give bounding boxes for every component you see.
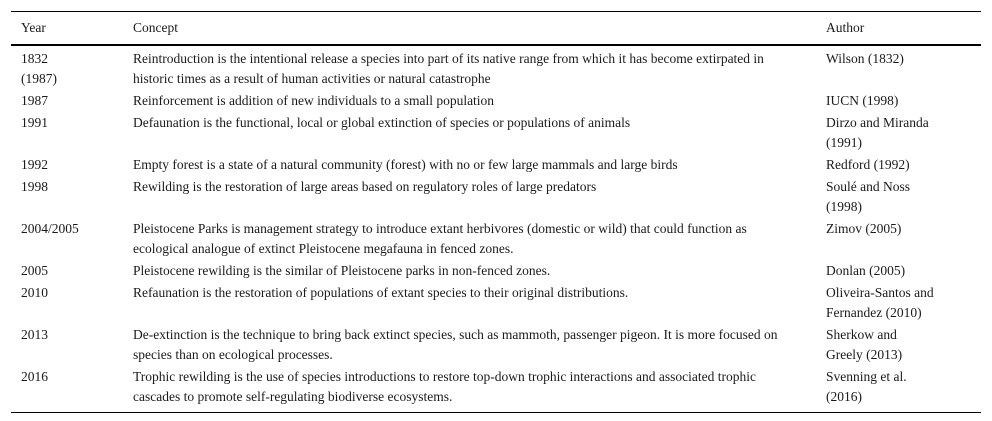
cell-year: 1998 (21, 179, 48, 194)
cell-author: Soulé and Noss (1998) (826, 179, 910, 214)
table-row (11, 90, 981, 112)
concepts-table (11, 11, 981, 413)
cell-concept: Empty forest is a state of a natural community (forest) with no or few large mammals and large birds (133, 157, 678, 172)
cell-year: 2016 (21, 369, 48, 384)
table-row (11, 154, 981, 176)
cell-concept: Pleistocene rewilding is the similar of Pleistocene parks in non-fenced zones. (133, 263, 551, 278)
cell-concept: De-extinction is the technique to bring back extinct species, such as mammoth, passenger pigeon. It is more focused on species than on ecological processes. (133, 327, 778, 362)
table-body (11, 45, 981, 413)
table-header (11, 12, 981, 46)
cell-author: Redford (1992) (826, 157, 910, 172)
table-row (11, 260, 981, 282)
cell-author: Oliveira-Santos and Fernandez (2010) (826, 285, 934, 320)
cell-author: Sherkow and Greely (2013) (826, 327, 903, 362)
cell-concept: Pleistocene Parks is management strategy to introduce extant herbivores (domestic or wild) that could function as ecological analogue of extinct Pleistocene megafauna in fenced zones. (133, 221, 747, 256)
cell-concept: Rewilding is the restoration of large areas based on regulatory roles of large predators (133, 179, 597, 194)
cell-year: 1832 (1987) (21, 51, 57, 86)
cell-concept: Reintroduction is the intentional release a species into part of its native range from which it has become extirpated in historic times as a result of human activities or natural catastrophe (133, 51, 764, 86)
header-author: Author (826, 20, 865, 35)
table-row (11, 112, 981, 154)
table-row (11, 176, 981, 218)
cell-author: Donlan (2005) (826, 263, 906, 278)
cell-year: 1992 (21, 157, 48, 172)
cell-concept: Reinforcement is addition of new individuals to a small population (133, 93, 495, 108)
cell-year: 1991 (21, 115, 48, 130)
header-concept: Concept (133, 20, 178, 35)
cell-author: Svenning et al. (2016) (826, 369, 907, 404)
table-row (11, 282, 981, 324)
cell-year: 2005 (21, 263, 48, 278)
cell-year: 2010 (21, 285, 48, 300)
cell-concept: Defaunation is the functional, local or global extinction of species or populations of animals (133, 115, 631, 130)
cell-concept: Trophic rewilding is the use of species introductions to restore top-down trophic interactions and associated trophic cascades to promote self-regulating biodiverse ecosystems. (133, 369, 756, 404)
header-year: Year (21, 20, 46, 35)
cell-author: Dirzo and Miranda (1991) (826, 115, 929, 150)
table-row (11, 324, 981, 366)
cell-year: 2004/2005 (21, 221, 79, 236)
cell-concept: Refaunation is the restoration of populations of extant species to their original distributions. (133, 285, 629, 300)
cell-author: IUCN (1998) (826, 93, 899, 108)
cell-author: Wilson (1832) (826, 51, 904, 66)
header-row (11, 12, 981, 46)
table-row (11, 218, 981, 260)
cell-year: 2013 (21, 327, 48, 342)
concepts-table-container (11, 11, 981, 413)
table-row (11, 45, 981, 90)
cell-year: 1987 (21, 93, 48, 108)
cell-author: Zimov (2005) (826, 221, 902, 236)
table-row (11, 366, 981, 413)
